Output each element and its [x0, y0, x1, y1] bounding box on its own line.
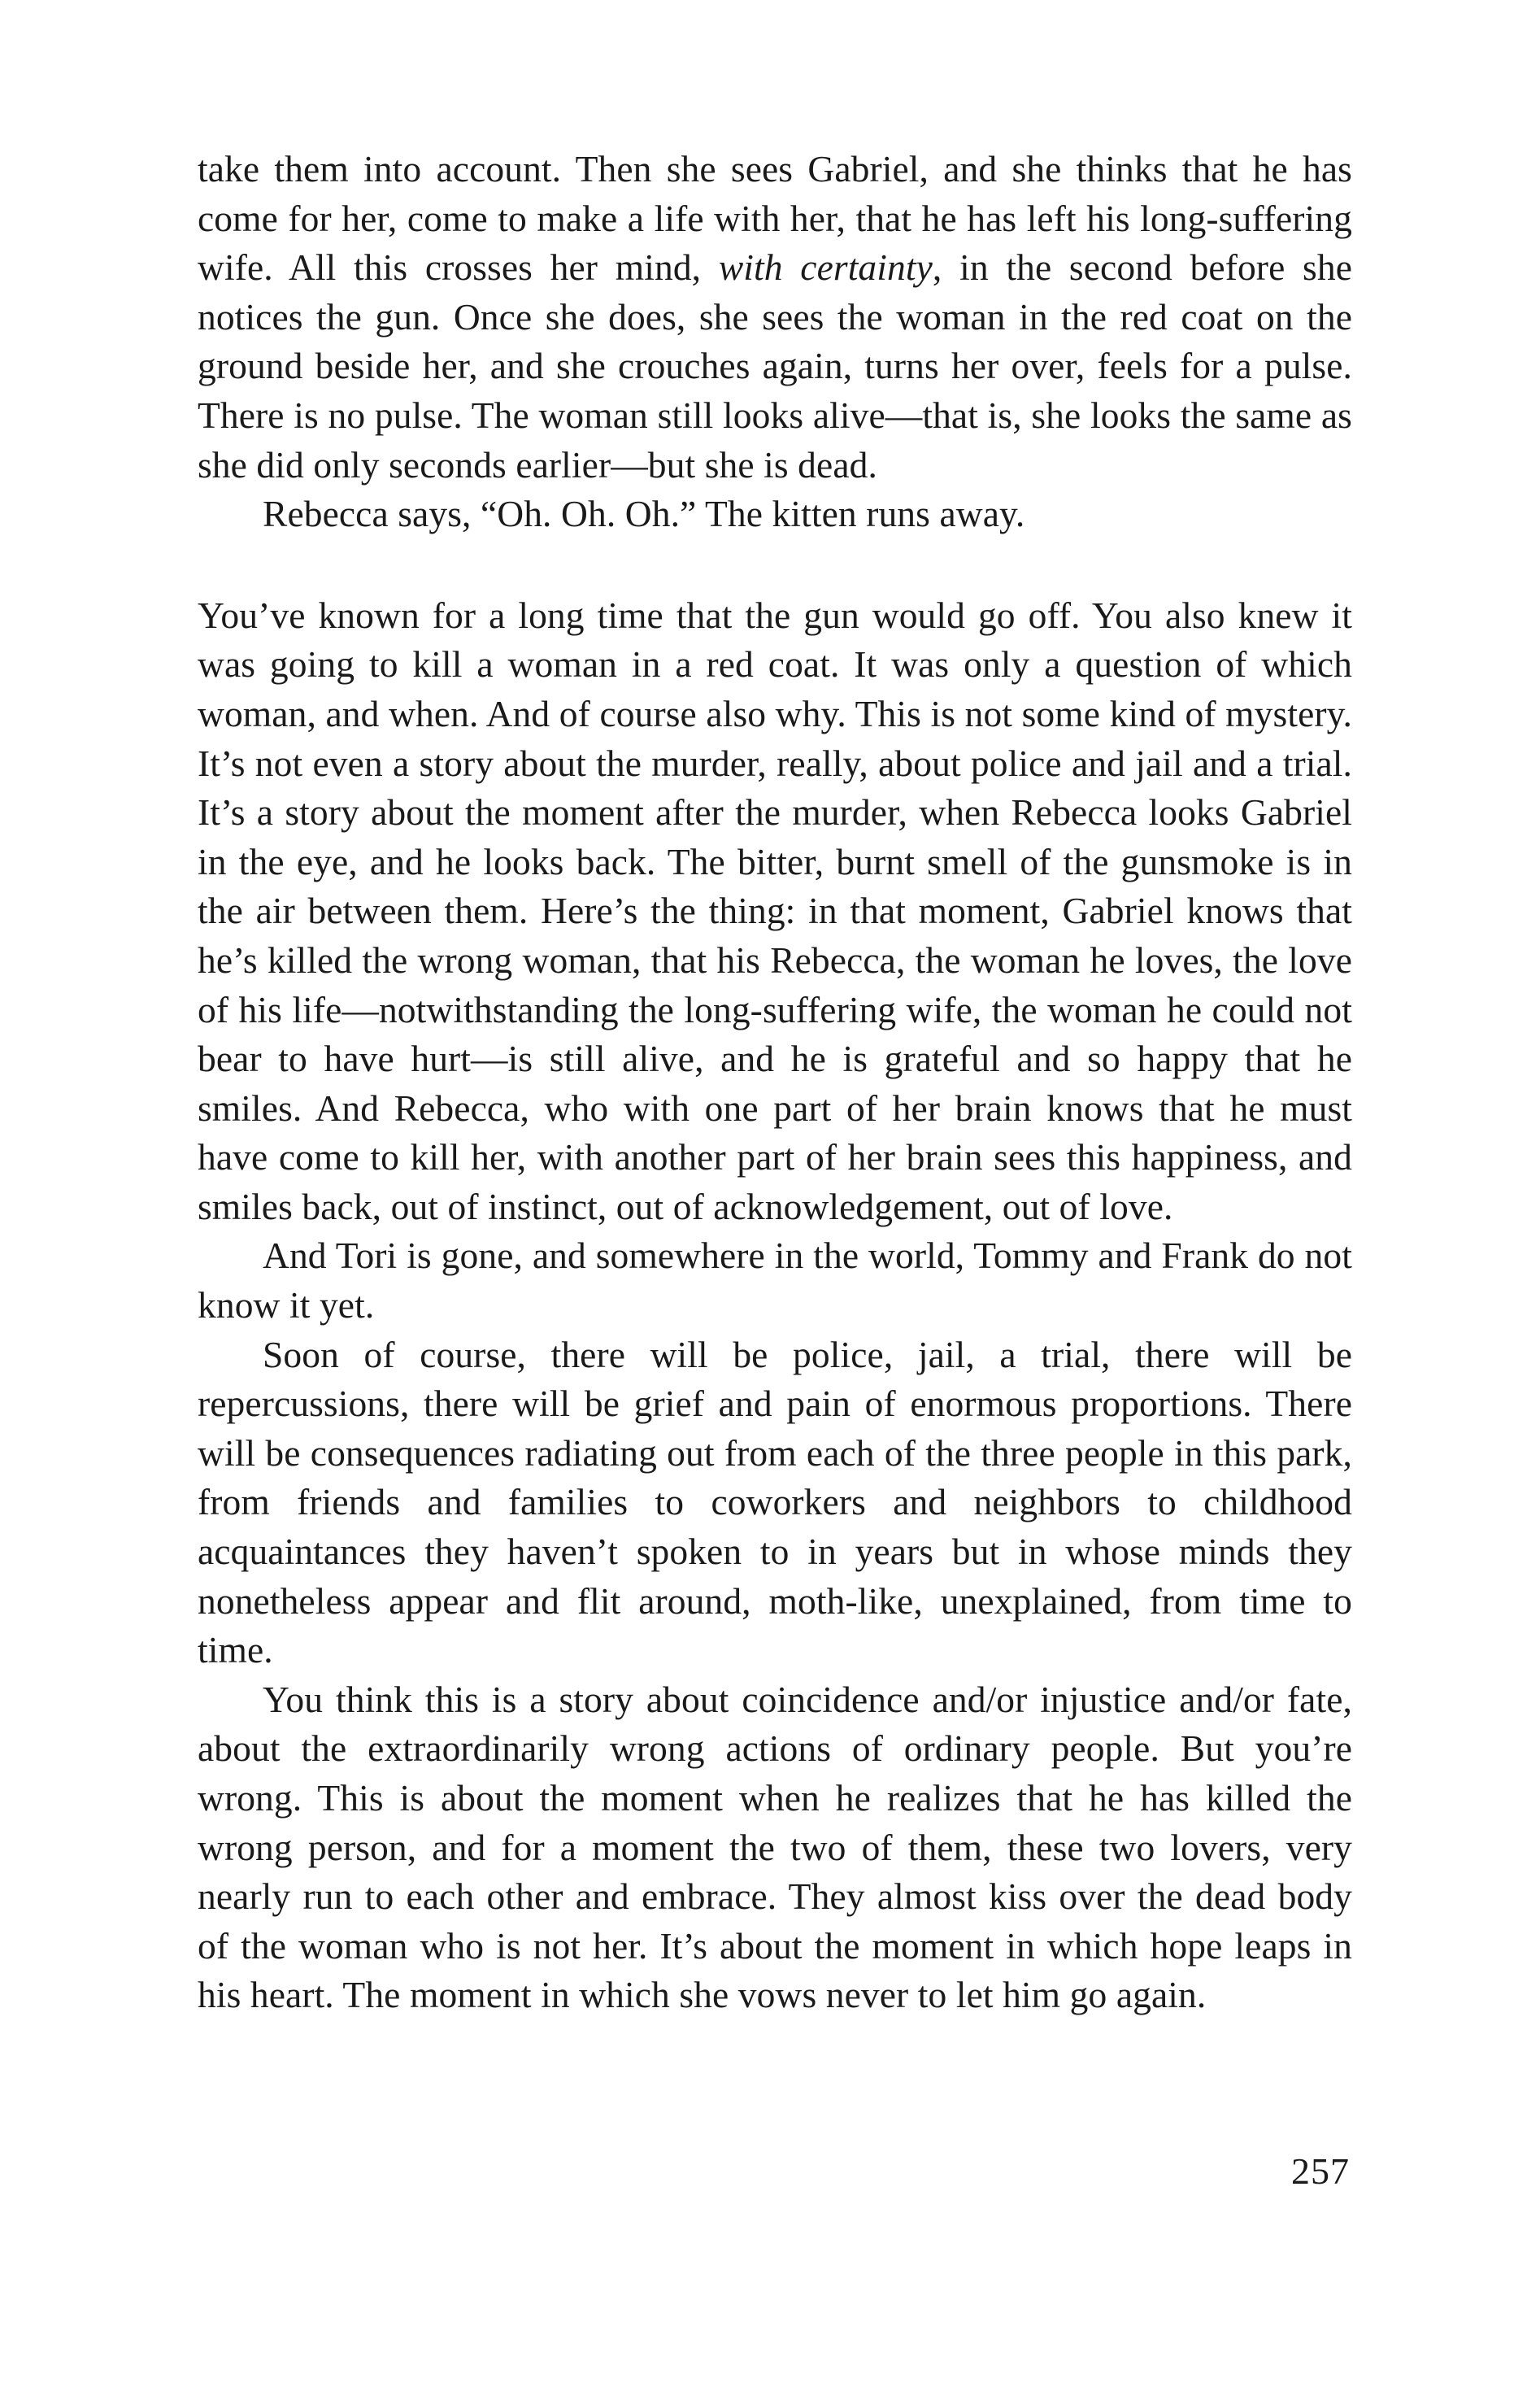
paragraph [198, 145, 1352, 490]
page-body [198, 145, 1352, 2020]
paragraph: Rebecca says, “Oh. Oh. Oh.” The kitten runs away. [263, 493, 1025, 535]
paragraph: Soon of course, there will be police, jail, a trial, there will be repercussions, there will be grief and pain of enormous proportions. There will be consequences radiating out from each of the three people in this park, from friends and families to coworkers and neighbors to childhood acquaintances they haven’t spoken to in years but in whose minds they nonetheless appear and flit around, moth-like, unexplained, from time to time. [198, 1333, 1352, 1671]
paragraph: And Tori is gone, and somewhere in the world, Tommy and Frank do not know it yet. [198, 1235, 1352, 1326]
text-run: take them into account. Then she sees Gabriel, and she thinks that he has come for her, come to make a life with her, that he has left his long-suffering wife. All this crosses her mind, [198, 148, 1352, 289]
paragraph: You think this is a story about coincidence and/or injustice and/or fate, about the extraordinarily wrong actions of ordinary people. But you’re wrong. This is about the moment when he realizes that he has killed the wrong person, and for a moment the two of them, these two lovers, very nearly run to each other and embrace. They almost kiss over the dead body of the woman who is not her. It’s about the moment in which hope leaps in his heart. The moment in which she vows never to let him go again. [198, 1678, 1352, 2016]
paragraph: You’ve known for a long time that the gun would go off. You also knew it was going to kill a woman in a red coat. It was only a question of which woman, and when. And of course also why. This is not some kind of mystery. It’s not even a story about the murder, really, about police and jail and a trial. It’s a story about the moment after the murder, when Rebecca looks Gabriel in the eye, and he looks back. The bitter, burnt smell of the gunsmoke is in the air between them. Here’s the thing: in that moment, Gabriel knows that he’s killed the wrong woman, that his Rebecca, the woman he loves, the love of his life—notwithstanding the long-suffering wife, the woman he could not bear to have hurt—is still alive, and he is grateful and so happy that he smiles. And Rebecca, who with one part of her brain knows that he must have come to kill her, with another part of her brain sees this happiness, and smiles back, out of instinct, out of acknowledgement, out of love. [198, 594, 1352, 1227]
italic-phrase: with certainty [718, 246, 933, 289]
text-run: , in the second before she notices the gun. Once she does, she sees the woman in the red coat on the ground beside her, and she crouches again, turns her over, feels for a pulse. There is no pulse. The woman still looks alive—that is, she looks the same as she did only seconds earlier—but she is dead. [198, 246, 1352, 486]
page-number: 257 [1291, 2150, 1350, 2192]
section-break [198, 539, 1352, 591]
